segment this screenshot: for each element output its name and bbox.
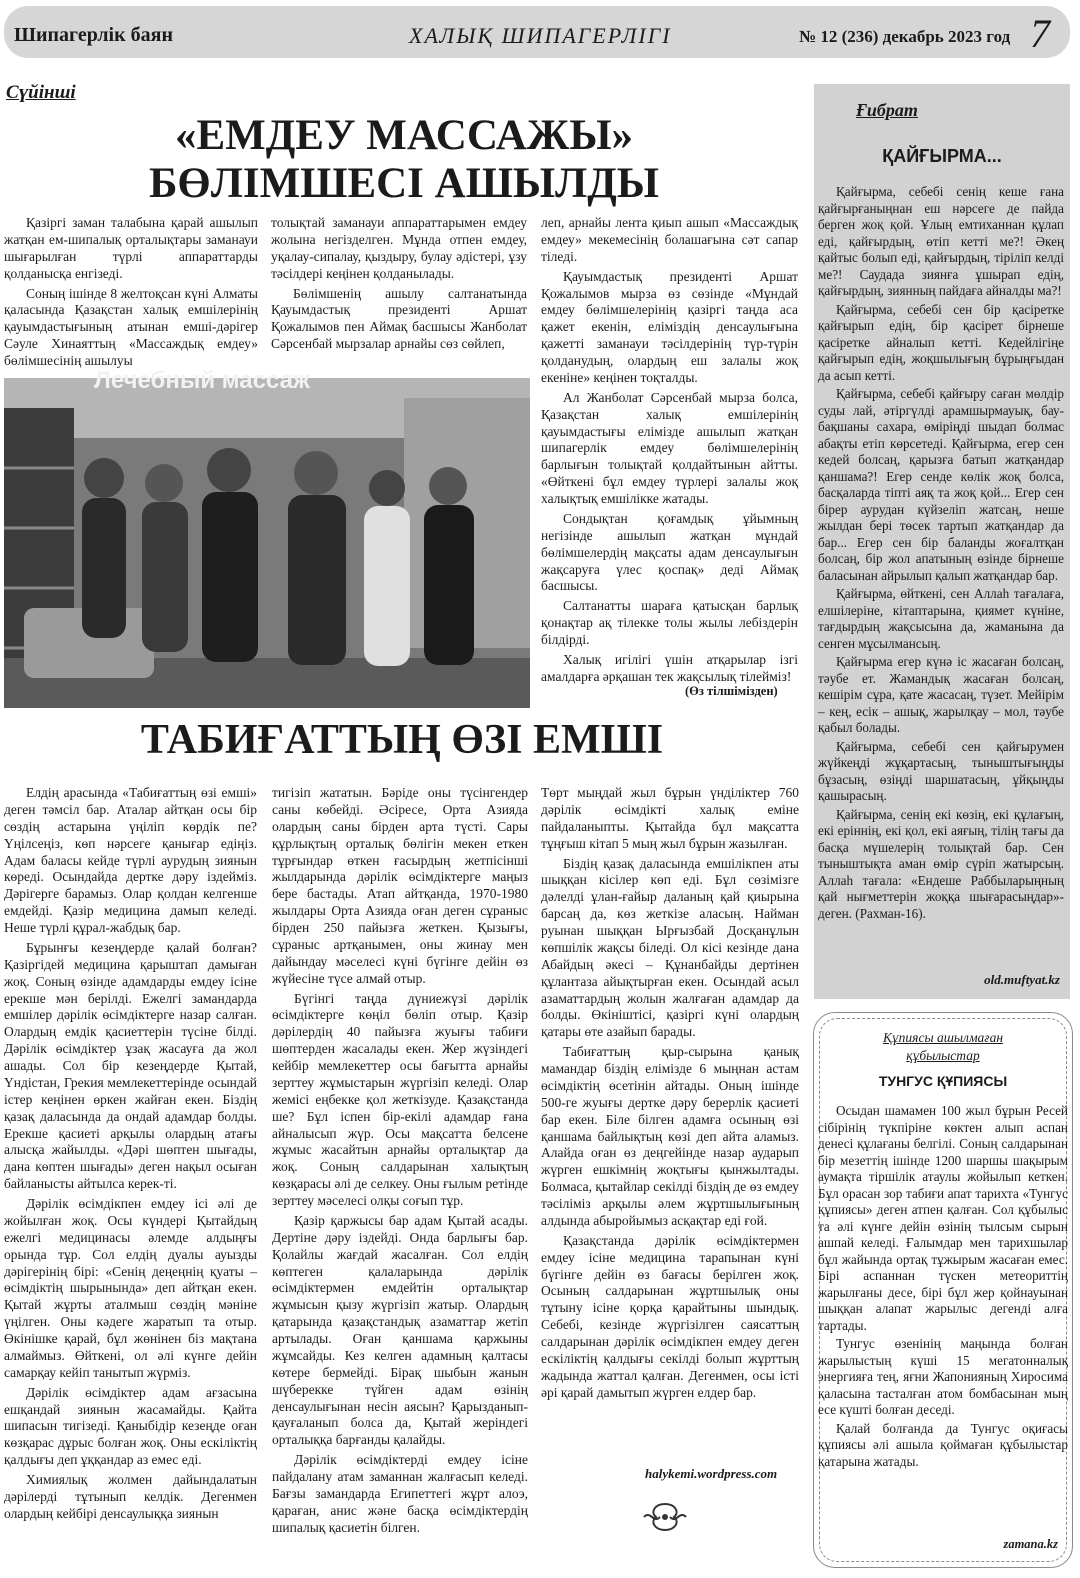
- paragraph: Дәрілік өсімдіктер адам ағзасына ешқандай зиянын жасамайды. Қайта шипасын тигізеді. Қаныбідір кезеңде оған көзқарас дұрыс болған жоқ. Оны ескіліктің қалдығы деп ұққандар аз емес еді.: [4, 1384, 257, 1468]
- paragraph: Сондықтан қоғамдық ұйымның негізінде ашылып жатқан мұндай бөлімшелердің мақсаты адам денсаулығын жақсаруға үлес қоспақ» деді Аймақ басшысы.: [541, 510, 798, 594]
- paragraph: Қазақстанда дәрілік өсімдіктермен емдеу ісіне медицина тарапынан күні бүгінге дейін өз бағасы берілген жоқ. Осының салдарынан жұртшылық оны тұтыну ісіне қорқа қарайтыны шындық. Себебі, кезінде жүргізілген саясаттың салдарынан дәрілік өсімдікпен емдеу деген ескіліктің қалдығы секілді болып жұрттың жадында жаттал қалған. Дегенмен, осы істі әрі қарай дамытып жүрген елдер бар.: [541, 1232, 799, 1400]
- paragraph: Қайғырма, сенің екі көзің, екі құлағың, екі еріннің, екі қол, екі аяғың, тілің тағы да басқа мүшелерің толықтай бар. Сен тыныштықта аман өмір сүріп жатырсың. Аллаһ тағала: «Ендеше Раббыларыңның қай нығметтерін жоққа шығарасыңдар»-деген. (Рахман-16).: [818, 806, 1064, 921]
- article2-source: halykemi.wordpress.com: [645, 1466, 778, 1481]
- paragraph: Елдің арасында «Табиғаттың өзі емші» деген тәмсіл бар. Аталар айтқан осы бір сөздің астарына үңіліп көрдік пе? Үңілсеңіз, көп нәрсеге қанығар едіңіз. Адам баласы кейде түрлі аурудың зиянын көреді. Осындайда дертке дәру іздейміз. Дәрігерге барамыз. Олар қолдан келгенше емдейді. Қазір медицина дамып келеді. Неше түрлі құрал-жабдық бар.: [4, 785, 257, 935]
- article2-headline: ТАБИҒАТТЫҢ ӨЗІ ЕМШІ: [140, 717, 664, 763]
- page-header: [4, 6, 1070, 58]
- article1-column2: [271, 215, 527, 375]
- article1-headline-line1: «ЕМДЕУ МАССАЖЫ»: [174, 112, 634, 159]
- article1-column1: [4, 215, 258, 375]
- paragraph: Қайғырма, өйткені, сен Аллаһ тағалаға, елшілеріне, кітаптарына, қиямет күніне, тағдырдың жақсысына да, жаманына да сенген мұсылмансың.: [818, 586, 1064, 651]
- paragraph: Қазіргі заман талабына қарай ашылып жатқан ем-шипалық орталықтары заманауи шығарылған түрлі аппараттарды қолданысқа енгізеді.: [4, 215, 258, 281]
- sidebar-rubric: Ғибрат: [856, 100, 918, 120]
- paragraph: Бұрынғы кезеңдерде қалай болған? Қазіргідей медицина қарыштап дамыған жоқ. Соның өзінде адамдарды емдеу ісіне ерекше мән берілді. Ежелгі замандарда емшілер дәрілік өсімдіктерге назар салған. Олардың емдік қасиеттерін түсіне білді. Дәрілік өсімдіктер ұзақ жасауға да жол ашады. Сол бір кезеңдерде Қытай, Үндістан, Грекия мемлекеттерінде осындай істер кеңінен өркен жайған екен. Біздің қазақ даласында да ондай адамдар болды. Ерекше қасиеті арқылы олардың атағы алысқа жайылды. «Дәрі шөптен шығады, дана көптен шығады» деген нақыл осыған байланысты айтылса керек-ті.: [4, 939, 257, 1192]
- paragraph: Ал Жанболат Сәрсенбай мырза болса, Қазақстан халық емшілерінің қауымдастығы елімізде ашылып жатқан шипагерлік емдеу бөлімшелерінің барлығын толықтай қолдайтынын айтты. «Өйткені бұл емдеу түрлері залалы жоқ халықтық емшілікке жатады.: [541, 389, 798, 506]
- group-photo-illustration: [4, 367, 530, 708]
- paragraph: Дәрілік өсімдіктерді емдеу ісіне пайдалану атам заманнан жалғасып келеді. Бағзы замандарда Египеттегі жұрт алоэ, қараған, анис және басқа өсімдіктердің шипалық қасиетін білген.: [272, 1452, 528, 1535]
- paragraph: Қайғырма, себебі сенің кеше ғана қайғырғаныңнан еш нәрсеге де пайда берген жоқ қой. Ұлың емтиханнан құлап еді, қайғырдың, өтіп кетті ме?! Әкең қайтыс болып еді, қайғырдың, тіріліп келді ме?! Саудада зиянға ұшырап едің, қайғырдың, зиянның пайдаға айналды ма?!: [818, 184, 1064, 298]
- page-number: 7: [1030, 11, 1050, 56]
- article1-column3: [541, 215, 798, 684]
- paragraph: Дәрілік өсімдікпен емдеу ісі әлі де жойылған жоқ. Осы күндері Қытайдың ежелгі медицинасы әлемде алдыңғы орында тұр. Сол елдің дуалы ауызды дәрігерінің бірі: «Сенің деңеңнің қуаты – өсімдіктің шырынында» деп айтқан екен. Қытай жұрты аталмыш сөздің мәніне үңілген. Оны кәдеге жаратып та отыр. Өкінішке қарай, бұл жөнінен біз мақтана алмаймыз. Өйткені, ол әлі күнге дейін самарқау кейіп танытып жүрміз.: [4, 1196, 257, 1380]
- mystery-box: [813, 1012, 1073, 1568]
- mystery-box-rubric: [814, 1029, 1072, 1064]
- paragraph: Тунгус өзенінің маңында болған жарылыстың күші 15 мегатонналық энергияға тең, яғни Жапонияның Хиросима қаласына тасталған атом бомбасынан мың есе күшті болған деседі.: [818, 1336, 1068, 1417]
- section-title: Шипагерлік баян: [14, 24, 173, 46]
- paragraph: тигізіп жататын. Бәріде оны түсінгендер саны көбейді. Әсіресе, Орта Азияда олардың саны бірден арта түсті. Сары құрлықтың орталық бөлігін мекен еткен тұрғындар өткен ғасырдың жетпісінші жылдарында дәрілік өсімдіктерге маңыз бере бастады. Атап айтқанда, 1970-1980 жылдары Орта Азияда оған деген сұраныс бірден 250 пайызға жеткен. Қызығы, сұраныс артқанымен, оны жинау мен дайындау мәселесі күні бүгінге дейін өз жүйесіне түсе алмай отыр.: [272, 785, 528, 986]
- article1-credit: (Өз тілшімізден): [685, 684, 778, 698]
- paragraph: Қайғырма егер күнә іс жасаған болсаң, тәубе ет. Жамандық жасаған болсаң, кешірім сұра, қате жасасаң, түзет. Мейірім – кең, есік – ашық, жарылқау – мол, тәубе қабыл болады.: [818, 654, 1064, 735]
- photo-sign-text: Лечебный массаж: [94, 367, 310, 394]
- article1-rubric: Сүйінші: [6, 82, 76, 103]
- paragraph: Химиялық жолмен дайындалатын дәрілерді тұтынып келдік. Дегенмен олардың кейбірі денсаулыққа зиянын: [4, 1472, 257, 1521]
- article2-column3: [541, 785, 799, 1457]
- paragraph: Табиғаттың қыр-сырына қанық мамандар біздің елімізде 6 мыңнан астам өсімдіктің өсетінін айтады. Оның ішінде 500-ге жуығы дертке дәру берерлік қасиеті бар екен. Біле білген адамға осының өзі қаншама байлықтың көзі деп айта аламыз. Алайда оған өз деңгейінде назар аударып жүрген ешкімнің жоқтығы қынжылтады. Болмаса, қытайлар секілді біздің де өз емдеу тәсіліміз арқылы әлем жұртшылығының алдында абыройымыз асқақтар еді ғой.: [541, 1044, 799, 1228]
- issue-info: № 12 (236) декабрь 2023 год: [799, 27, 1011, 46]
- paragraph: Қайғырма, себебі қайғыру саған мөлдір суды лай, әтіргүлді арамшырмауық, бау-бақшаны сахара, өміріңді шыдап болмас абақты етіп көрсетеді. Қайғырма, егер сен кедей болсаң, қарызға батып жатқандар қаншама?! Егер сенде көлік жоқ болса, басқаларда тіпті аяқ та жоқ қой... Егер сен бірер аурудан күйзеліп жатсаң, неше жылдан бері төсек тартып жатқандар да бар... Егер сен бір баланды жоғалтқан болсаң, бір жол апатының өзінде бірнеше баласынан айрылып қалып жатқандар бар.: [818, 386, 1064, 583]
- mystery-box-text: [818, 1103, 1068, 1472]
- sidebar-text: [818, 184, 1064, 924]
- paragraph: Осыдан шамамен 100 жыл бұрын Ресей сібірінің түкпіріне көктен алып аспан денесі құлағаны белгілі. Соның салдарынан бір мезеттің ішінде 1200 шаршы шақырым аумақта тіршілік атаулы жойылып кеткен. Бұл орасан зор табиғи апат тарихта «Тунгус құпиясы» деген атпен қалған. Сол құбылыс та әлі күнге дейін өзінің тылсым сырын ашпай келеді. Ғалымдар мен тарихшылар бұл жайында ортақ тұжырым жасаған емес. Бірі аспаннан түскен метеориттің жарылғаны десе, бірі бұл жер қойнауынан шыққан алапат жарылыс дегенді алға тартады.: [818, 1103, 1068, 1333]
- article1-headline: [4, 112, 804, 208]
- paragraph: толықтай заманауи аппараттарымен емдеу жолына негізделген. Мұнда отпен емдеу, уқалау-сипалау, қыздыру, булау әдістері, ұзу тәсілдері кеңінен қолданылады.: [271, 215, 527, 281]
- sidebar-title: ҚАЙҒЫРМА...: [882, 146, 1002, 166]
- paragraph: леп, арнайы лента қиып ашып «Массаждық емдеу» мекемесінің болашағына сәт сапар тіледі.: [541, 215, 798, 264]
- group-photo: [4, 367, 530, 708]
- paragraph: Бүгінгі таңда дүниежүзі дәрілік өсімдіктерге көңіл бөліп отыр. Қазір дәрілердің 40 пайызға жуығы табиғи шөптерден жасалады екен. Жер жүзіндегі кейбір мемлекеттер осы бағытта арнайы зерттеу жұмыстарын жүргізіп келеді. Олар жемісі еңбекке қол жеткізуде. Қазақстанда ше? Бұл іспен бір-екілі адамдар ғана айналысып жүр. Осы мақсатта белсене жұмыс жасайтын арнайы орталықтар да жоқ. Соның салдарынан халықтың көзқарасы әлі де селкеу. Оны ғылым ретінде зерттеу мәселесі олқы соғып тұр.: [272, 990, 528, 1208]
- sidebar-source: old.muftyat.kz: [984, 972, 1060, 987]
- paragraph: Қайғырма, себебі сен қайғырумен жүйкеңді жұқартасың, тыныштығыңды бұзасың, өзіңді шаршатасың, ұйқыңды қашырасың.: [818, 738, 1064, 803]
- paragraph: Соның ішінде 8 желтоқсан күні Алматы қаласында Қазақстан халық емшілерінің қауымдастығының атынан емші-дәрігер Сәуле Хинаяттың «Массаждық емдеу» бөлімшесінің ашылуы: [4, 285, 258, 368]
- article1-headline-line2: БӨЛІМШЕСІ АШЫЛДЫ: [148, 160, 660, 208]
- mystery-box-rubric-line1: Құпиясы ашылмаған: [882, 1030, 1004, 1045]
- newspaper-title: ХАЛЫҚ ШИПАГЕРЛІГІ: [409, 23, 672, 48]
- paragraph: Қалай болғанда да Тунгус оқиғасы құпиясы әлі ашыла қоймаған құбылыстар қатарына жатады.: [818, 1420, 1068, 1469]
- paragraph: Қайғырма, себебі сен бір қасіретке қайғырып едің, бір қасірет бірнеше қасіретке айналып кетті. Кедейлігіңе қайғырып едің, жоқшылығың бұрыңғыдан да асып кетті.: [818, 301, 1064, 383]
- paragraph: Қазір қаржысы бар адам Қытай асады. Дертіне дәру іздейді. Онда барлығы бар. Қолайлы жағдай жасалған. Сол елдің көптеген қалаларында дәрілік өсімдіктермен емдейтін орталықтар жұмысын қызу жүргізіп жатыр. Олардың қатарында қазақстандық азаматтар жетіп артылады. Оған қаншама қаржыны жұмсайды. Кез келген адамның қалтасы көтере бермейді. Бірақ шыбын жанын шүберекке түйген адам өзінің денсаулығынан несін аясын? Қарызданып-қауғаланып болса да, Қытай жеріндегі орталыққа барғанды қалайды.: [272, 1212, 528, 1448]
- paragraph: Біздің қазақ даласында емшілікпен аты шыққан кісілер көп еді. Бұл сөзімізге дәлелді ұлан-ғайыр даланың қай қиырына барсаң да, көз жеткізе аласың. Найман руынан шыққан Ырғызбай Досқанұлын көпшілік жақсы біледі. Ол кісі кезінде дана Абайдың әкесі – Құнанбайды дертінен құлантаза айықтырған екен. Осындай асыл азаматтардың жолын жалғаған адамдар да болды. Өкініштісі, қазіргі күні олардың қатары өте азайып барады.: [541, 855, 799, 1040]
- mystery-box-rubric-line2: құбылыстар: [906, 1047, 980, 1063]
- article2-column2: [272, 785, 528, 1571]
- article2-column1: [4, 785, 257, 1571]
- paragraph: Қауымдастық президенті Аршат Қожалымов мырза өз сөзінде «Мұндай емдеу бөлімшелерінің қазіргі таңда аса қажет екенін, еліміздің денсаулығына қажетті заманауи тәсілдерінің түр-түрін қолданудың, олардың еш залалы жоқ екеніне» кеңінен тоқталды.: [541, 268, 798, 385]
- paragraph: Бөлімшенің ашылу салтанатында Қауымдастық президенті Аршат Қожалымов пен Аймақ басшысы Жанболат Сәрсенбай мырзалар арнайы сөз сөйлеп,: [271, 285, 527, 352]
- paragraph: Төрт мыңдай жыл бұрын үнділіктер 760 дәрілік өсімдікті халық еміне пайдаланыпты. Қытайда бұл мақсатта тұңғыш кітап 5 мың жыл бұрын жазылған.: [541, 785, 799, 851]
- paragraph: Салтанатты шараға қатысқан барлық қонақтар ақ тілекке толы жылы лебіздерін білдірді.: [541, 598, 798, 647]
- mystery-box-source: zamana.kz: [1003, 1537, 1058, 1551]
- ornament-icon: [640, 1500, 690, 1534]
- sidebar-box: [814, 84, 1070, 999]
- mystery-box-title: ТУНГУС ҚҰПИЯСЫ: [878, 1073, 1008, 1089]
- paragraph: Халық игілігі үшін атқарылар ізгі амалдарға әрқашан тек жақсылық тілейміз!: [541, 651, 798, 684]
